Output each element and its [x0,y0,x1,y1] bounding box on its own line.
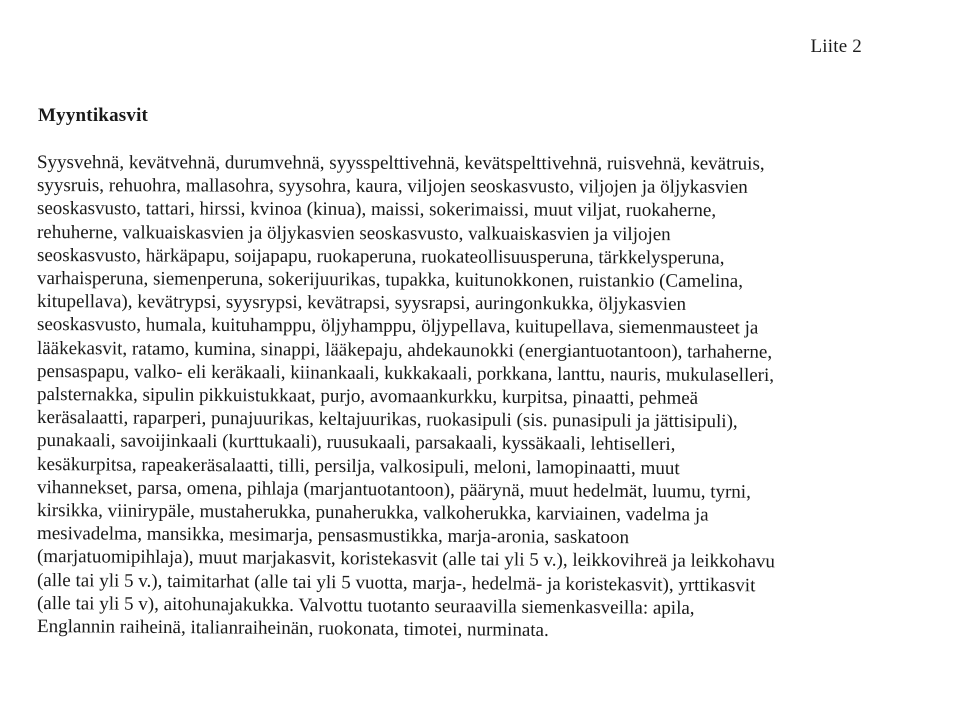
text-line: lääkekasvit, ratamo, kumina, sinappi, lääkepaju, ahdekaunokki (energiantuotantoon), tarhaherne, [36,337,773,363]
section-heading: Myyntikasvit [38,105,149,126]
text-line: keräsalaatti, raparperi, punajuurikas, keltajuurikas, ruokasipuli (sis. punasipuli ja jättisipuli), [36,407,738,433]
text-line: kesäkurpitsa, rapeakeräsalaatti, tilli, persilja, valkosipuli, meloni, lamopinaatti, muut [36,453,680,479]
text-line: vihannekset, parsa, omena, pihlaja (marjantuotantoon), päärynä, muut hedelmät, luumu, tyrni, [36,476,751,503]
text-line: rehuherne, valkuaiskasvien ja öljykasvien seoskasvusto, valkuaiskasvien ja viljojen [36,221,671,245]
text-line: pensaspapu, valko- eli keräkaali, kiinankaali, kukkakaali, porkkana, lanttu, nauris, mukulaselleri, [36,360,775,386]
text-line: (alle tai yli 5 v), aitohunajakukka. Valvottu tuotanto seuraavilla siemenkasveilla: apila, [36,592,695,619]
text-line: punakaali, savoijinkaali (kurttukaali), ruusukaali, parsakaali, kyssäkaali, lehtiselleri, [36,430,676,456]
text-line: (marjatuomipihlaja), muut marjakasvit, koristekasvit (alle tai yli 5 v.), leikkovihreä ja leikkohavu [36,546,776,573]
text-line: seoskasvusto, tattari, hirssi, kvinoa (kinua), maissi, sokerimaissi, muut viljat, ruokaherne, [36,198,717,222]
text-line: Syysvehnä, kevätvehnä, durumvehnä, syysspelttivehnä, kevätspelttivehnä, ruisvehnä, kevätruis, [36,152,765,175]
text-line: mesivadelma, mansikka, mesimarja, pensasmustikka, marja-aronia, saskatoon [36,523,630,549]
text-line: (alle tai yli 5 v.), taimitarhat (alle tai yli 5 vuotta, marja-, hedelmä- ja koristekasvit), yrttikasvit [36,569,756,596]
text-line: syysruis, rehuohra, mallasohra, syysohra, kaura, viljojen seoskasvusto, viljojen ja öljykasvien [36,175,748,199]
text-line: seoskasvusto, härkäpapu, soijapapu, ruokaperuna, ruokateollisuusperuna, tärkkelysperuna, [36,244,725,269]
text-line: kitupellava), kevätrypsi, syysrypsi, kevätrapsi, syysrapsi, auringonkukka, öljykasvien [36,291,687,316]
text-line: palsternakka, sipulin pikkuistukkaat, purjo, avomaankurkku, kurpitsa, pinaatti, pehmeä [36,384,699,409]
text-line: kirsikka, viinirypäle, mustaherukka, punaherukka, valkoherukka, karviainen, vadelma ja [36,500,709,526]
crop-list-paragraph [36,151,917,641]
text-line: seoskasvusto, humala, kuituhamppu, öljyhamppu, öljypellava, kuitupellava, siemenmausteet ja [36,314,759,339]
text-line: varhaisperuna, siemenperuna, sokerijuurikas, tupakka, kuitunokkonen, ruistankio (Camelina, [36,268,744,292]
attachment-label: Liite 2 [810,36,862,57]
text-line: Englannin raiheinä, italianraiheinän, ruokonata, timotei, nurminata. [36,616,549,641]
